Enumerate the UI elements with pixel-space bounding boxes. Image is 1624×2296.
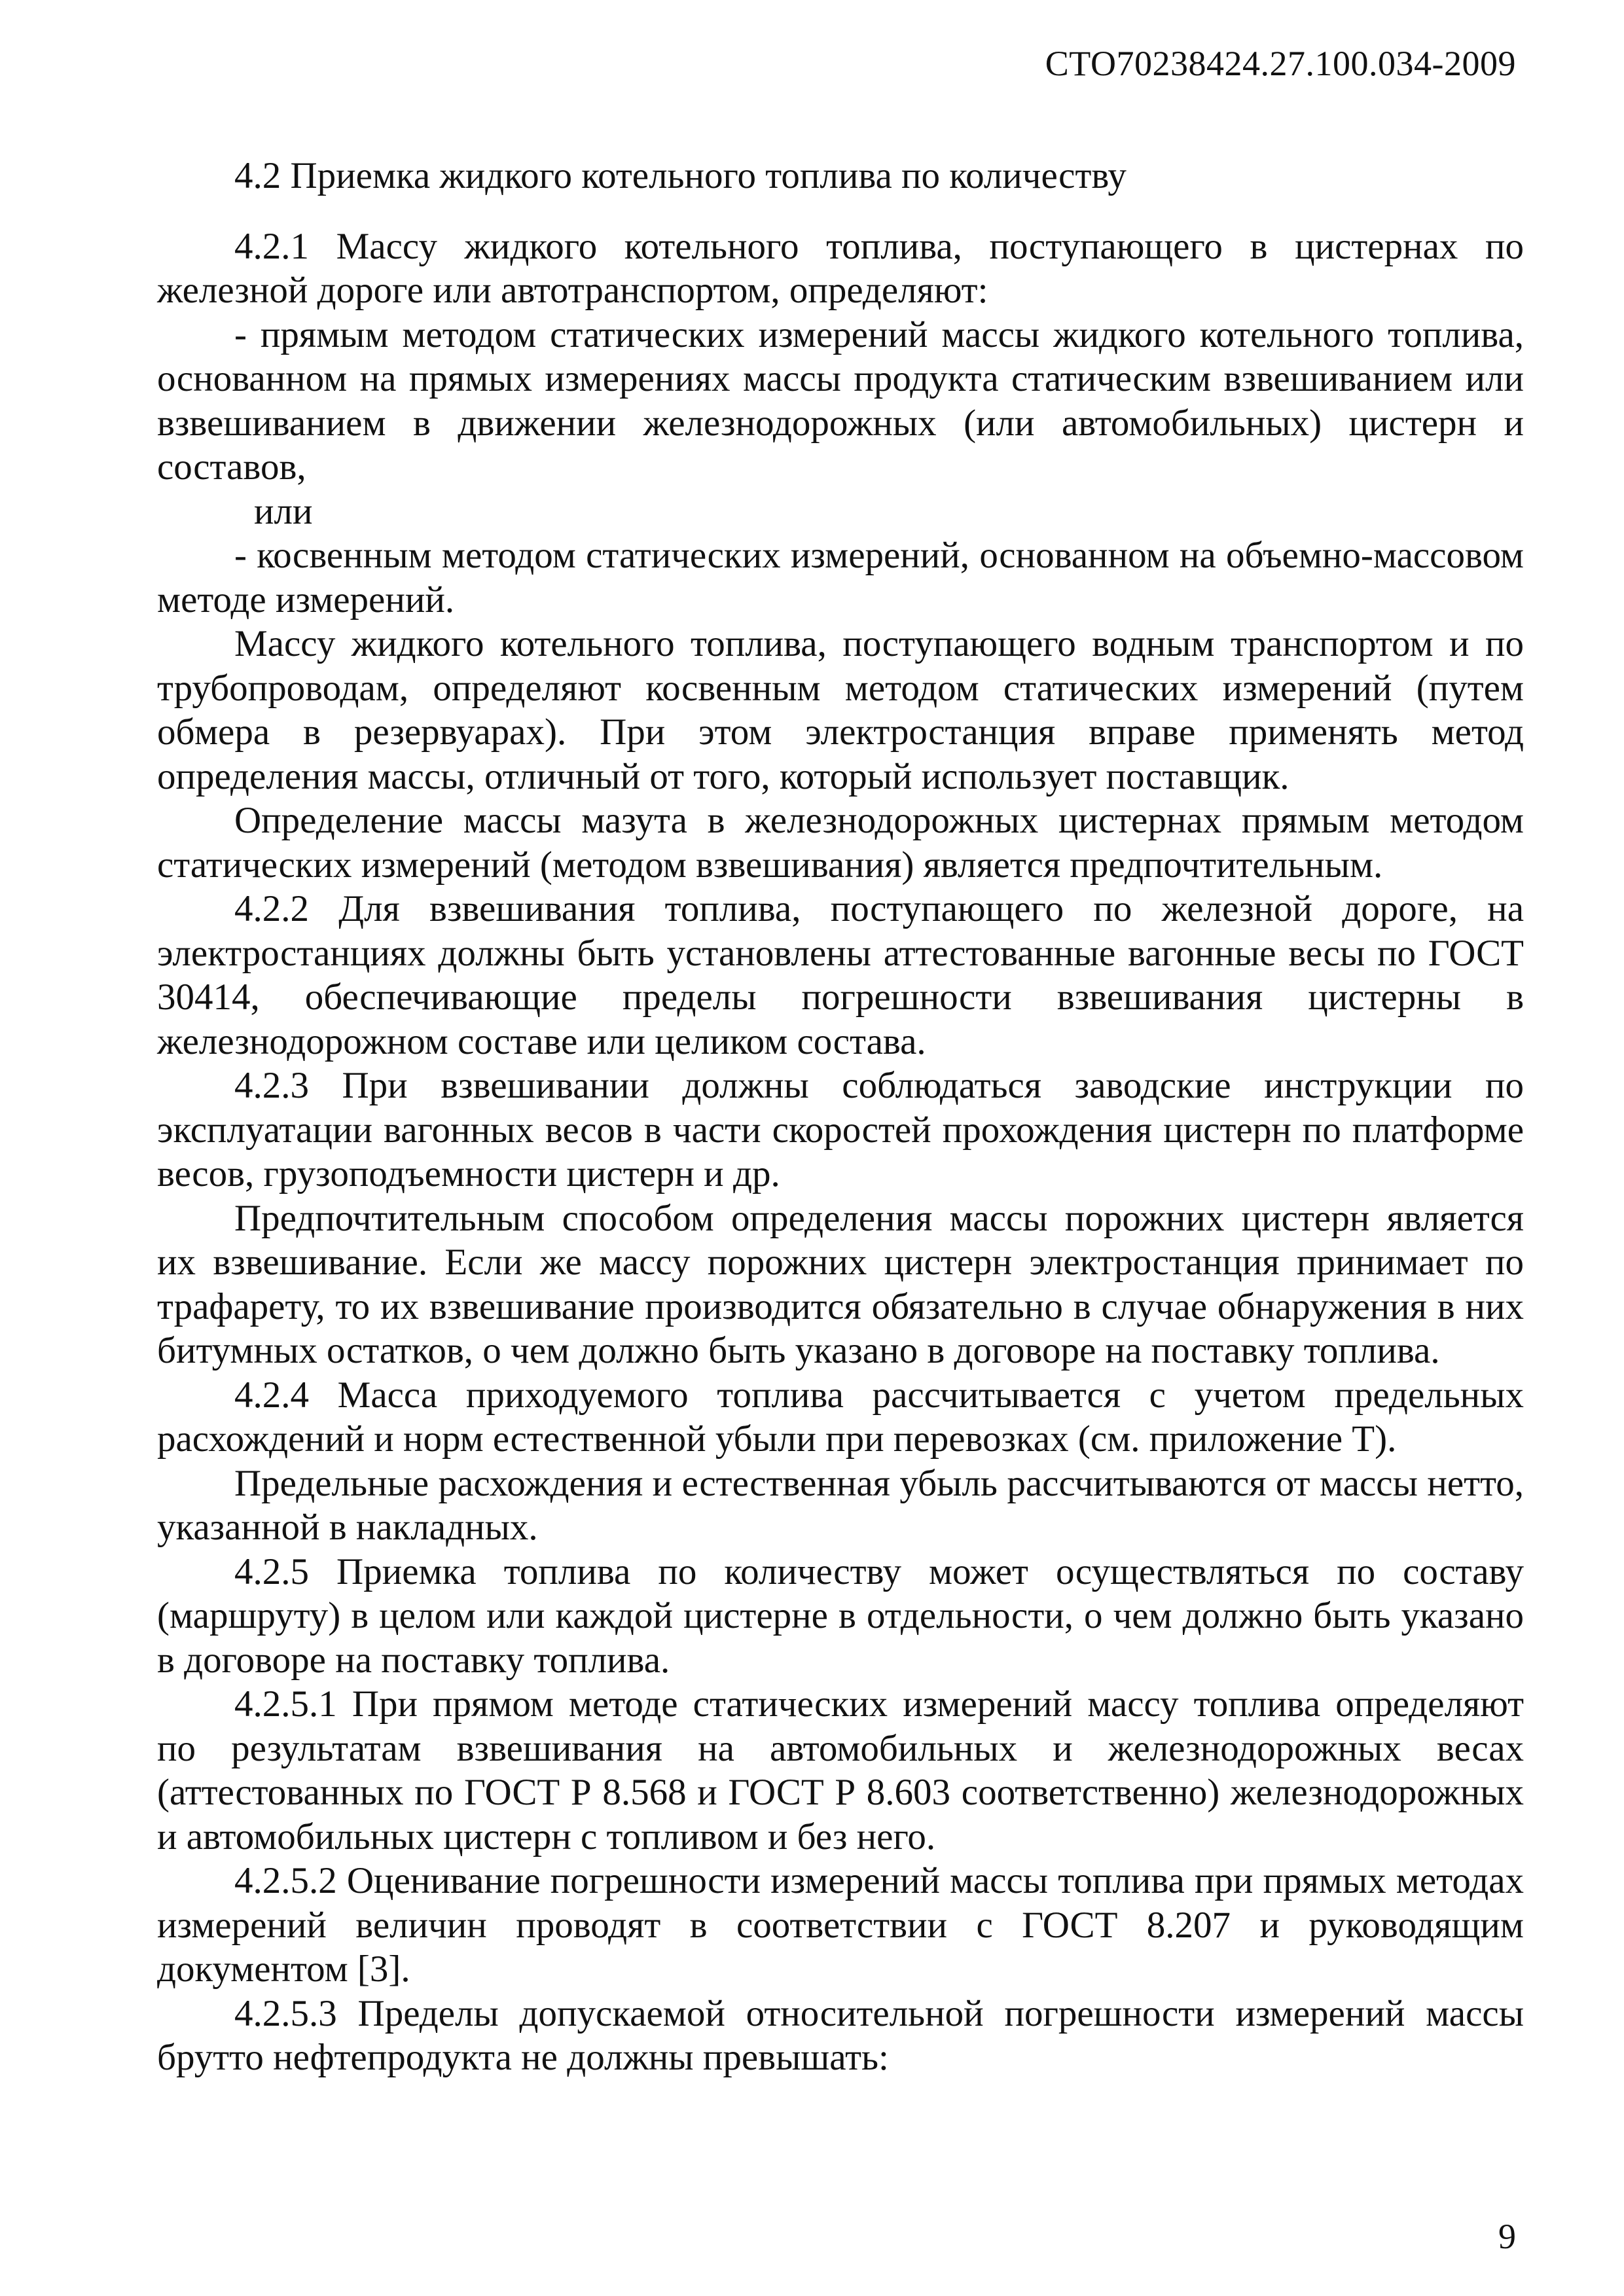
- paragraph-limit-discrepancies: Предельные расхождения и естественная убыль рассчитываются от массы нетто, указанной в накладных.: [157, 1462, 1524, 1548]
- paragraph-water-transport: Массу жидкого котельного топлива, поступающего водным транспортом и по трубопроводам, определяют косвенным методом статических измерений (путем обмера в резервуарах). При этом электростанция вправе применять метод определения массы, отличный от того, который использует поставщик.: [157, 623, 1524, 797]
- paragraph-empty-tanks: Предпочтительным способом определения массы порожних цистерн является их взвешивание. Если же массу порожних цистерн электростанция принимает по трафарету, то их взвешивание производится обязательно в случае обнаружения в них битумных остатков, о чем должно быть указано в договоре на поставку топлива.: [157, 1197, 1524, 1371]
- paragraph-4-2-3: 4.2.3 При взвешивании должны соблюдаться заводские инструкции по эксплуатации вагонных весов в части скоростей прохождения цистерн по платформе весов, грузоподъемности цистерн и др.: [157, 1065, 1524, 1194]
- list-item-direct-method: - прямым методом статических измерений массы жидкого котельного топлива, основанном на прямых измерениях массы продукта статическим взвешиванием или взвешиванием в движении железнодорожных (или автомобильных) цистерн и составов,: [157, 314, 1524, 488]
- paragraph-4-2-5-1: 4.2.5.1 При прямом методе статических измерений массу топлива определяют по результатам взвешивания на автомобильных и железнодорожных весах (аттестованных по ГОСТ Р 8.568 и ГОСТ Р 8.603 соответственно) железнодорожных и автомобильных цистерн с топливом и без него.: [157, 1683, 1524, 1857]
- paragraph-4-2-5-2: 4.2.5.2 Оценивание погрешности измерений массы топлива при прямых методах измерений величин проводят в соответствии с ГОСТ 8.207 и руководящим документом [3].: [157, 1860, 1524, 1990]
- section-heading-4-2: 4.2 Приемка жидкого котельного топлива по количеству: [234, 155, 1127, 196]
- paragraph-4-2-5-3: 4.2.5.3 Пределы допускаемой относительной погрешности измерений массы брутто нефтепродукта не должны превышать:: [157, 1992, 1524, 2078]
- paragraph-weighing-preferred: Определение массы мазута в железнодорожных цистернах прямым методом статических измерений (методом взвешивания) является предпочтительным.: [157, 800, 1524, 886]
- paragraph-4-2-2: 4.2.2 Для взвешивания топлива, поступающего по железной дороге, на электростанциях должны быть установлены аттестованные вагонные весы по ГОСТ 30414, обеспечивающие пределы погрешности взвешивания цистерны в железнодорожном составе или целиком состава.: [157, 888, 1524, 1062]
- list-item-indirect-method: - косвенным методом статических измерений, основанном на объемно-массовом методе измерений.: [157, 535, 1524, 620]
- document-body: [157, 154, 1524, 2080]
- paragraph-4-2-5: 4.2.5 Приемка топлива по количеству может осуществляться по составу (маршруту) в целом или каждой цистерне в отдельности, о чем должно быть указано в договоре на поставку топлива.: [157, 1551, 1524, 1681]
- paragraph-4-2-1: 4.2.1 Массу жидкого котельного топлива, поступающего в цистернах по железной дороге или автотранспортом, определяют:: [157, 225, 1524, 311]
- paragraph-4-2-4: 4.2.4 Масса приходуемого топлива рассчитывается с учетом предельных расхождений и норм естественной убыли при перевозках (см. приложение Т).: [157, 1374, 1524, 1460]
- page-number: 9: [1498, 2217, 1516, 2256]
- or-connector: или: [254, 490, 313, 532]
- document-code: СТО70238424.27.100.034-2009: [1045, 44, 1516, 83]
